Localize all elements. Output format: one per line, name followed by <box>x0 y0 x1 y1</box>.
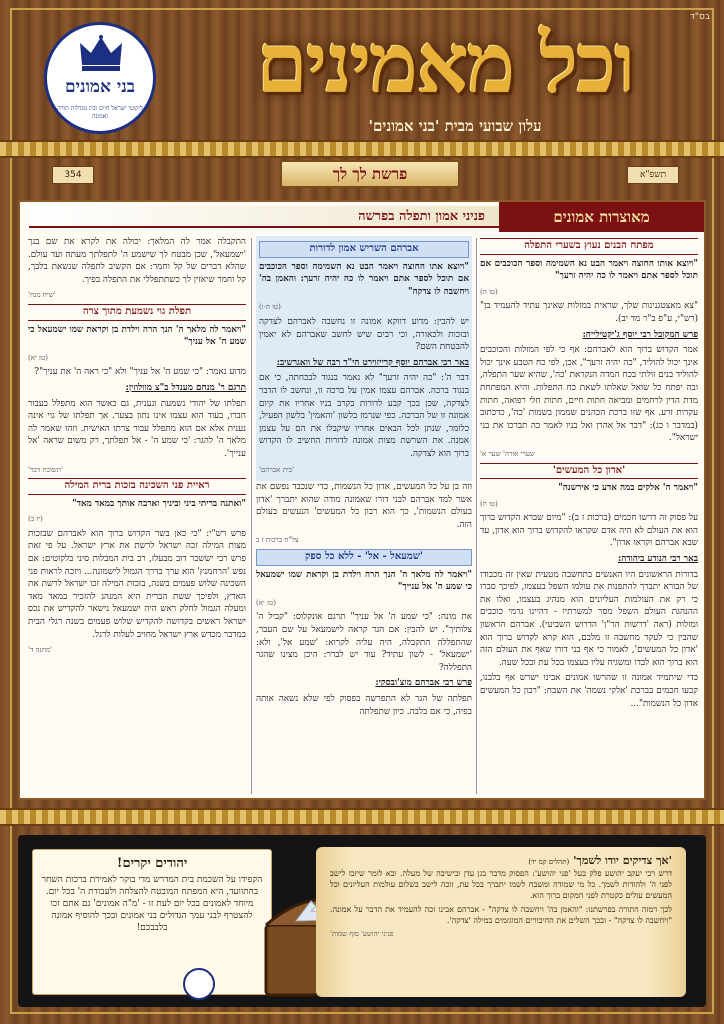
column-divider <box>476 238 477 794</box>
article-paragraph: על פסוק זה דרשו חכמים (ברכות ז ב): "מיום שברא הקדוש ברוך הוא את העולם לא היה אדם שקראו להקדוש ברוך הוא אדון, עד שבא אברהם וקראו אדון". <box>480 513 698 549</box>
scroll-title-source: (תהלים קמ יד) <box>528 858 570 866</box>
scroll-panel <box>316 847 686 997</box>
article-paragraph: התקבלה אמר לה המלאך: יכולה את לקרא את שם בנך 'ישמעאל', שכן מבטח לך שישמע ה' לתפלתך מעתה ועד עולם. שהלא דברים של קל וחמר: אם הקשיב לתפלה שנשאת בלבך, קל וחמר שיאזין לך כשתתפללי את התפלה בפיך. <box>28 237 246 285</box>
article-paragraph: כדי שיתמיד אמונה זו שהרשו אמונים אבינו ישרש אף בלבנו, קבעו חכמים בברכת 'אלקי נשמה' את השבח: "רבון כל המעשים אדון כל הנשמות"... <box>480 673 698 709</box>
scroll-paragraph: לכך רמזה התורה בפרשתנו: "והאמן בה' ויחשבה לו צדקה" - אברהם אבינו זכה להעמיד את הדבר על אמונה. "ויחשבה לו צדקה" - ובכך השלים את החיבורים המוגזמים במילה 'צדקה'. <box>330 905 672 925</box>
article-paragraph: יש להבין: מדוע דווקא אמונה זו נחשבה לאברהם לצדקה ובזכות ולכאורה, וכי רבים שיש לחשב שאברהם לא יאמין להבטחת השם? <box>259 316 469 353</box>
verse-quote: "ויאמר לה מלאך ה' הנך הרה וילדת בן וקראת שמו ישמעאל כי שמע ה' אל עניך" <box>28 324 246 348</box>
main-content <box>18 200 706 800</box>
article-paragraph: אמר הקדוש ברוך הוא לאברהם: אף כי לפי המזלות והכוכבים אינך יכול להוליד, "כה יהיה זרעך", אכן, לפי כח הטבע אינך יכול להוליד בנים זולתי בכח המדה הנקראת 'כה', שהיא שער התפלה, ובה יפתח כל שואל שאלתו לשאת כח התפלות. והיא המפתחת מדת הדין לרחמים ומביאה חתות חיים, חתות חלי רפואה, חתות עקרות זרע. אף שזו ברכת הכהנים שממון בשמות 'כה', כדכתוב (במדבר ו כג): "דבר אל אהרן ואל בניו לאמר כה תברכו את בני ישראל". <box>480 345 698 444</box>
article-paragraph: את מונה: "כי שמע ה' אל עניך" תרגם אונקלוס: "קביל ה' צלותיך". יש להבין: אם הגר קראה לישמעאל על שם העבר, שהתפללה התקבלה, היה עליה לקרוא: 'שמע אל', ולא: 'ישמעאל' - לשון עתיד? עוד יש לברר: היכן מצינו שהגר התפללה? <box>256 612 472 673</box>
scroll-title-text: 'אך צדיקים יודו לשמך' <box>573 854 672 867</box>
source-ref: (טז יא) <box>28 353 48 362</box>
source-ref: 'שערי אורה' שער א <box>480 449 535 458</box>
source-ref: (טז יא) <box>256 598 276 607</box>
paragraph-heading: פרש המקובל רבי יוסף ג'יקטילייה: <box>582 329 698 340</box>
article-heading: מפתח הבנים נעוץ בשערי התפלה <box>480 238 698 255</box>
header <box>0 0 724 160</box>
scroll-paragraph: דרש רבי יעקב יהושע פלק בעל 'פני יהושע': הפסוק מדבר בגן עדן ובישיבה של מעלה. ובא לומר שיזכו לישב לפני ה' ולהודות לשמך. כל מי שמודה ומשבח לשמו יתברך בכל עת, זוכה לישב בשלום עולמות העליונים וכל המעשים עולים כקטרת לפני המקום ברוך הוא. <box>330 869 672 900</box>
decorative-band <box>0 808 724 826</box>
verse-quote: "ויוצא אותו החוצה ויאמר הבט נא השמימה וספר הכוכבים אם תוכל לספר אתם ויאמר לו כה יהיה זרעך" <box>480 258 698 282</box>
bottom-panel <box>18 835 706 1007</box>
section-header <box>20 202 704 232</box>
source-ref: (טו ה-ו) <box>259 303 281 312</box>
article-heading: ראיית פני השכינה בזכות ברית המילה <box>28 478 246 495</box>
paragraph-heading: באר רבי הנודע ביהודה: <box>617 554 698 565</box>
small-logo-icon <box>183 968 215 1000</box>
article-heading: 'אדון כל המעשים' <box>480 463 698 480</box>
column-divider <box>251 238 252 794</box>
article-paragraph: תפלתה של הגר לא התפרשה בפסוק לפי שלא נשאה אותה בפיה, כי אם בלבה. כיון שתפלתה <box>256 694 472 717</box>
issue-bar <box>22 160 702 188</box>
column-middle <box>256 236 472 796</box>
issue-year: תשפ"א <box>627 166 679 184</box>
article-paragraph: בדורות הראשונים היו האנשים בתחשבה מטעית שאין זה מכבודו של הבורא יתברך להתפנות את עולמו השפל בעצמו, לפיכך סברו כי רק את העולמות העליונים הוא מנהיג בעצמו, ואלו את ההנהגת העולם השפל מסר למשרתיו - דהיינו גרמי כוכבים ומזלות (ראה 'דרשות הר"ן' הדרוש השביעי). אברהם הראשון שהבין כי לעקר מחשבה זו מלבם, הוא קרא לקדוש ברוך הוא 'אדון כל המעשים', לאמור כי אף בני דורו שאף את העולם הזה הוא ברוך הוא לבדו ומשגיח עליו בעצמו בכל עת ובכל שעה. <box>480 569 698 668</box>
article-heading: אברהם השריש אמון לדורות <box>259 241 469 258</box>
crown-icon <box>78 35 124 73</box>
article-paragraph: דבר ה': "כה יהיה זרעך" לא נאמר בנגוד לבכחתה, כי אם בנגוד ברכה. אברהם עצמו אמין על ברכה זו, ונחשב לו הדבר לצדקה, שכן בכך קבע לדורות בקרב בניו אחריו את קיום אמונה זו של הברכה. כפי שנרמז בלשון 'והאמין' בלשון הפעיל, כלומר, שנתן לכל הבאים אחריו שיקבלו את הם על עצמן אמנה. את השרשת מצות אמונה לדורות החשיב לו הקדוש ברוך הוא לצדקה. <box>259 373 469 459</box>
paragraph-heading: באר רבי אברהם יוסף קרייזוירט הי"ד רבה של וואגרשיב: <box>276 357 469 368</box>
logo-name: בני אמונים <box>64 77 136 97</box>
section-title-right: מאוצרות אמונים <box>499 202 704 232</box>
source-ref: צל"ח ברכות ז ב <box>256 536 299 545</box>
article-paragraph: מדוע נאמר: "כי שמע ה' אל עניך" ולא "כי ראה ה' את עניך"? <box>34 367 246 378</box>
article-paragraph: "צא מאצטגנינות שלך, שראית במזלות שאינך עתיד להעמיד בן" (רש"י, ע"פ ב"ר מד יב). <box>480 301 698 324</box>
article-paragraph: וזה בן על כל המעשים, אדון כל הנשמות, כדי שנכבד נפשם את אשר למד אברהם לבני דורו שאמונה מודה שהוא יתברך 'אדון בעולם הנשמות', כך הוא רבון כל המעשים' הנעשים בעולם הזה. <box>256 482 472 530</box>
announcement-title: יהודים יקרים! <box>116 856 188 871</box>
column-right <box>480 236 698 796</box>
source-ref: 'שיח מנח' <box>28 291 56 300</box>
parasha-label: פרשת לך לך <box>280 160 460 188</box>
paragraph-heading: תרגם ר' מנחם מענדל ב"צ מוולוזין: <box>125 382 246 393</box>
verse-quote: "ואתנה בריתי ביני וביניך וארבה אותך במאד מאד" <box>72 498 246 509</box>
article-heading: 'שמעאל - אל' - ללא כל ספק <box>256 549 472 566</box>
verse-quote: "ויאמר לה מלאך ה' הנך הרה וילדת בן וקראת שמו ישמעאל כי שמע ה' אל ענייך" <box>256 569 472 593</box>
announcement-text: הקפידו על השכמת בית המדרש מדי בוקר לאמירת ברכות השחר בהתוועד, היא המפתח המובטח להצלחה ולעבודת ה' בכל יום. מיוחד לאמונים בכל יום לעת זו - 'מ"ה אמונים' גם אתם זכו להצטרף לבני עמך הגדולים בני אמונים ובכך להוסיף אמונה בלבבכם! <box>41 875 263 933</box>
newsletter-subtitle: עלון שבועי מבית 'בני אמונים' <box>368 117 542 135</box>
source-ref: (יז ב) <box>28 515 43 524</box>
issue-number: 354 <box>52 166 94 184</box>
page-label: בס"ד <box>690 12 711 22</box>
logo-subtext: ליקוטי ישראל חיים ובת מגדלות תורה ואמונה <box>57 105 143 120</box>
source-ref: 'בית אברהם' <box>259 465 294 474</box>
logo <box>44 22 156 134</box>
article-paragraph: תפלתו של יהודי נשמעת ונענית, גם כאשר הוא מתפלל בעבור חברו, בעוד הוא עצמו אינו נתון בצער. אך תפלתו של גוי אינה נענית אלא אם הוא מתפלל עבור צרתו האישית. וזהו שאמר לה מלאך ה' להגר: 'כי שמע ה' - אל תפלתך, רק משום שראה 'אל ענייך'. <box>28 398 246 459</box>
announcement-box <box>32 849 272 995</box>
source-ref: (טו ח) <box>480 499 498 508</box>
decorative-band <box>0 140 724 158</box>
verse-quote: "ויוצא אתו החוצה ויאמר הבט נא השמימה וספר הכוכבים אם תוכל לספר אתם ויאמר לו כה יהיה זרעך: והאמן בה' ויחשבה לו צדקה" <box>259 261 469 297</box>
source-ref: 'פניני יהושע' סוף שמות <box>330 930 394 938</box>
source-ref: (טו ה) <box>480 287 498 296</box>
section-title-left: פניני אמון ותפלה בפרשה <box>29 206 499 228</box>
scroll-title <box>330 855 672 868</box>
article-paragraph: פרש רש"י: "כי כאן בשר הקדוש ברוך הוא לאברהם שבזכות מצות המילה זכה ישראל לרשת את ארץ ישראל. על פי זאת פרש רבי ישׂשכר דוב מבעלז, רב בית המבלות סיני בלקוטים: אם נפש 'הרחמנץ' הוא ערך בדרך הגמול לישמונה... ויזכה לראות פני השכינה שלוש פעמים בשנה, בזכות המילה זכו ישראל לרשת את הארץ, ולפיכך ששת הברית היא המנהג להזכיר במאד מאד ומעלה הגמול לחלק ראש היה ישמעאל נישאר להקדיש את נכס ישראל ראשים בקדושה להקדיש שלוש פעמים בשנה רגלי הבית במדבר מכדש ארץ ישראל מחויב לעלות לרגל. <box>28 528 246 640</box>
source-ref: 'תשובת דבר' <box>28 465 63 474</box>
newsletter-title: וכל מאמינים <box>256 16 634 112</box>
column-left <box>28 236 246 796</box>
verse-quote: "ויאמר ה' אלקים במה אדע כי אירשנה" <box>558 483 698 494</box>
paragraph-heading: פרש רבי אברהם מוצ'ובסקי: <box>375 678 472 689</box>
article-heading: תפלת גוי נשמעת מתוך צרה <box>28 304 246 321</box>
highlight-box <box>256 236 472 481</box>
source-ref: 'מחנה ד' <box>28 646 53 655</box>
